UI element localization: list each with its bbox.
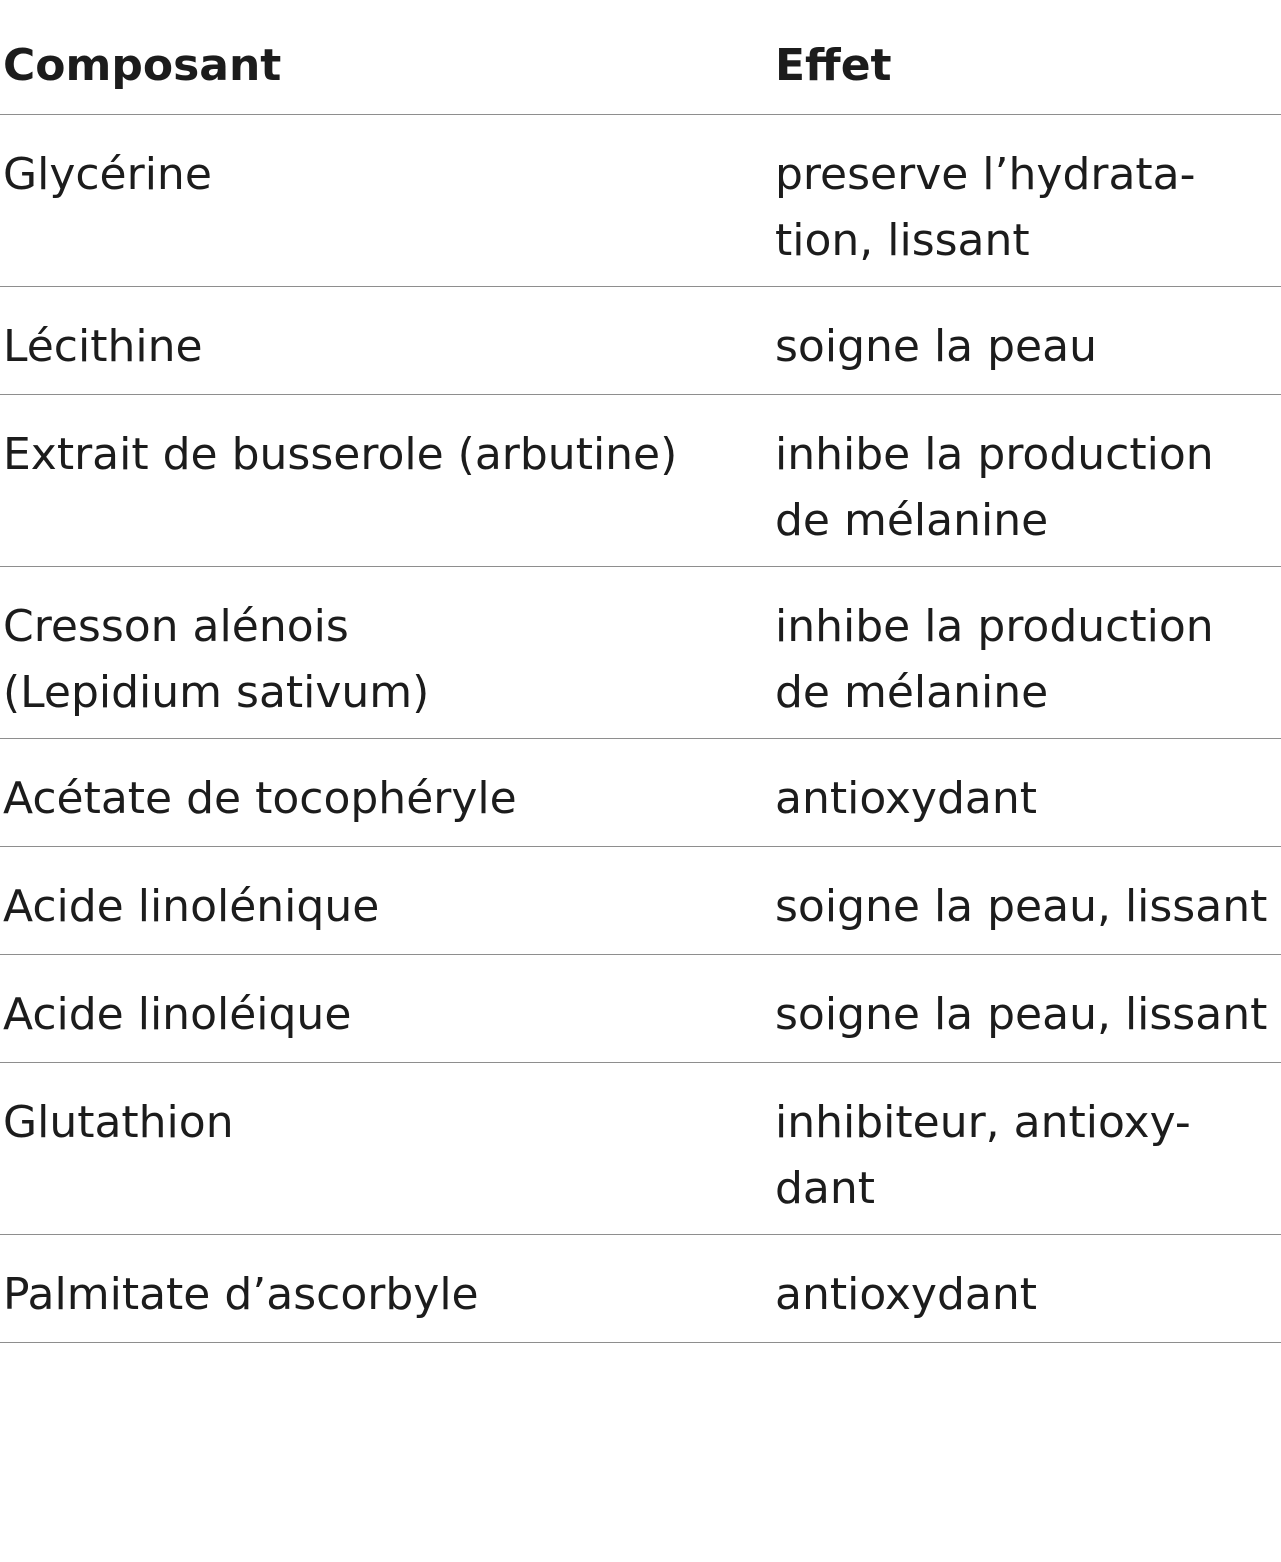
component-cell	[0, 982, 775, 1062]
effect-line: inhibe la production	[775, 429, 1214, 480]
component-cell	[0, 1262, 775, 1342]
effect-line: antioxydant	[775, 773, 1038, 824]
component-line: Glutathion	[3, 1097, 234, 1148]
component-line: Lécithine	[3, 321, 203, 372]
effect-line: inhibiteur, antioxy-	[775, 1097, 1191, 1148]
component-cell	[0, 594, 775, 738]
table-row	[0, 847, 1281, 955]
effect-cell	[775, 1090, 1281, 1234]
effect-line: inhibe la production	[775, 601, 1214, 652]
component-cell	[0, 766, 775, 846]
component-line: Acétate de tocophéryle	[3, 773, 517, 824]
header-component: Composant	[3, 40, 282, 91]
table-row	[0, 115, 1281, 287]
table-row	[0, 1235, 1281, 1343]
component-cell	[0, 422, 775, 566]
table-row	[0, 395, 1281, 567]
effect-cell	[775, 874, 1281, 954]
effect-line: de mélanine	[775, 667, 1049, 718]
effect-cell	[775, 594, 1281, 738]
effect-cell	[775, 422, 1281, 566]
effect-cell	[775, 766, 1281, 846]
effect-cell	[775, 982, 1281, 1062]
effect-line: tion, lissant	[775, 215, 1030, 266]
effect-line: soigne la peau, lissant	[775, 881, 1268, 932]
component-cell	[0, 314, 775, 394]
component-line: Cresson alénois	[3, 601, 349, 652]
effect-line: preserve l’hydrata-	[775, 149, 1196, 200]
component-line: Glycérine	[3, 149, 212, 200]
effect-line: dant	[775, 1163, 876, 1214]
effect-cell	[775, 142, 1281, 286]
effect-cell	[775, 1262, 1281, 1342]
effect-line: de mélanine	[775, 495, 1049, 546]
table-row	[0, 287, 1281, 395]
component-line: Palmitate d’ascorbyle	[3, 1269, 479, 1320]
table-row	[0, 955, 1281, 1063]
table-row	[0, 1063, 1281, 1235]
component-line: (Lepidium sativum)	[3, 667, 430, 718]
component-cell	[0, 874, 775, 954]
effect-line: antioxydant	[775, 1269, 1038, 1320]
table-row	[0, 739, 1281, 847]
table-header-row	[0, 0, 1281, 115]
component-line: Acide linolénique	[3, 881, 380, 932]
component-line: Acide linoléique	[3, 989, 352, 1040]
table-row	[0, 567, 1281, 739]
component-cell	[0, 142, 775, 286]
header-effect: Effet	[775, 40, 892, 91]
effect-line: soigne la peau, lissant	[775, 989, 1268, 1040]
component-cell	[0, 1090, 775, 1234]
component-line: Extrait de busserole (arbutine)	[3, 429, 678, 480]
effect-line: soigne la peau	[775, 321, 1097, 372]
effect-cell	[775, 314, 1281, 394]
